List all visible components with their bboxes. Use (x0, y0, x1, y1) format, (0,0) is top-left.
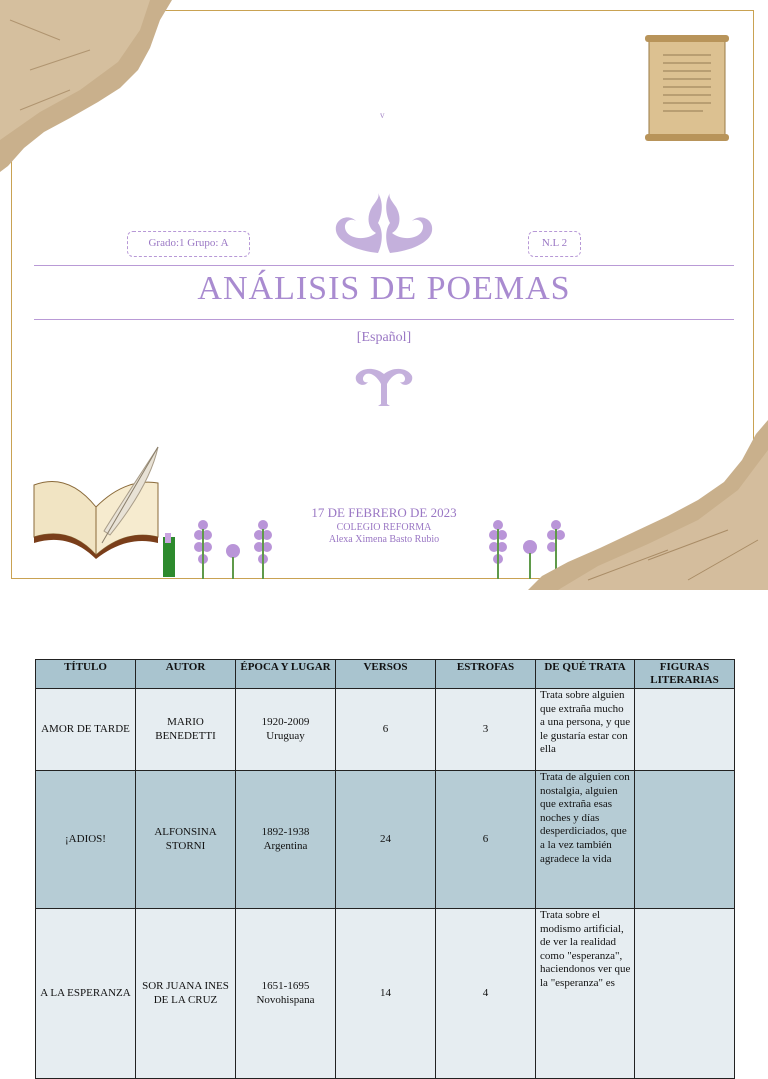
header-estrofas: ESTROFAS (436, 660, 536, 689)
school-label: COLEGIO REFORMA (336, 522, 432, 533)
student-name: Alexa Ximena Basto Rubio (328, 534, 440, 545)
cell-epoca-place: Argentina (263, 839, 308, 852)
cell-autor: SOR JUANA INES DE LA CRUZ (136, 909, 236, 1079)
grado-grupo-label: Grado:1 Grupo: A (127, 231, 250, 257)
cell-trata: Trata sobre alguien que extraña mucho a una persona, y que le gustaría estar con ella (536, 689, 635, 771)
small-mark: v (380, 110, 385, 120)
cell-autor: MARIO BENEDETTI (136, 689, 236, 771)
cell-epoca-years: 1651-1695 (261, 979, 310, 992)
cell-titulo: A LA ESPERANZA (36, 909, 136, 1079)
table-row (36, 909, 735, 1079)
header-trata: DE QUÉ TRATA (536, 660, 635, 689)
table-header-row (36, 660, 735, 689)
nl-label: N.L 2 (528, 231, 581, 257)
cell-epoca-years: 1920-2009 (261, 715, 310, 728)
header-versos: VERSOS (336, 660, 436, 689)
cell-autor: ALFONSINA STORNI (136, 771, 236, 909)
cell-figuras (635, 909, 735, 1079)
title-rule-bottom (34, 319, 734, 320)
cell-trata: Trata sobre el modismo artificial, de ver la realidad como "esperanza", haciendonos ver que la "esperanza" es (536, 909, 635, 1079)
cell-estrofas: 3 (436, 689, 536, 771)
table-row (36, 689, 735, 771)
cell-epoca-place: Novohispana (256, 993, 315, 1006)
date-label: 17 DE FEBRERO DE 2023 (311, 505, 457, 520)
page-title: ANÁLISIS DE POEMAS (197, 270, 571, 307)
title-rule-top (34, 265, 734, 266)
ornament-top-icon (328, 193, 440, 255)
cell-titulo: ¡ADIOS! (36, 771, 136, 909)
cell-versos: 14 (336, 909, 436, 1079)
cell-figuras (635, 689, 735, 771)
header-epoca: ÉPOCA Y LUGAR (236, 660, 336, 689)
header-figuras: FIGURAS LITERARIAS (635, 660, 735, 689)
cell-estrofas: 6 (436, 771, 536, 909)
cell-epoca (236, 909, 336, 1079)
cell-epoca-place: Uruguay (266, 729, 305, 742)
cell-estrofas: 4 (436, 909, 536, 1079)
poems-analysis-table (35, 659, 735, 1079)
torn-paper-top-left (0, 0, 175, 175)
cell-epoca (236, 771, 336, 909)
cell-versos: 6 (336, 689, 436, 771)
header-autor: AUTOR (136, 660, 236, 689)
table-row (36, 771, 735, 909)
cell-versos: 24 (336, 771, 436, 909)
cell-figuras (635, 771, 735, 909)
cell-trata: Trata de alguien con nostalgia, alguien que extraña esas noches y días desperdiciados, que a la vez también agradece la vida (536, 771, 635, 909)
subject-label: [Español] (356, 330, 412, 345)
cell-epoca (236, 689, 336, 771)
header-titulo: TÍTULO (36, 660, 136, 689)
cell-epoca-years: 1892-1938 (261, 825, 310, 838)
book-quill-image (30, 445, 165, 560)
torn-paper-bottom-right (528, 420, 768, 592)
cell-titulo: AMOR DE TARDE (36, 689, 136, 771)
ornament-middle-icon (354, 366, 414, 408)
scroll-image (643, 33, 731, 143)
